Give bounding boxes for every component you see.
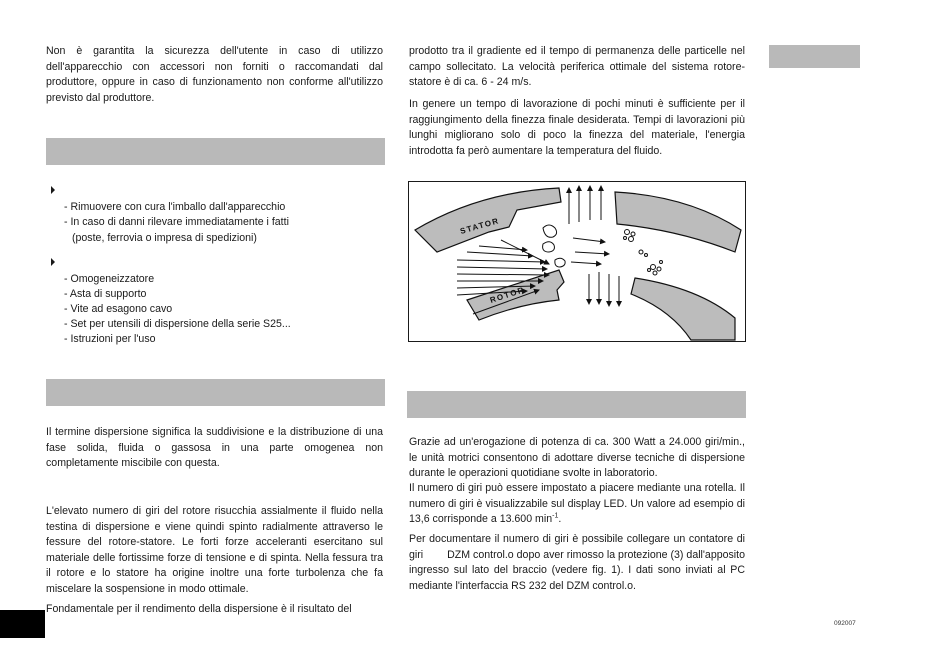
documentation-text-a: Per documentare il numero di giri è possibile collegare un contatore di giri	[409, 533, 745, 561]
margin-tab-bar	[769, 45, 860, 68]
list-item: (poste, ferrovia o impresa di spedizioni)	[72, 232, 257, 244]
section-heading-bar	[46, 138, 385, 165]
documentation-text-b: DZM control.o dopo aver rimosso la protezione (3) dall'apposito ingresso sul lato del braccio (vedere fig. 1). I dati sono inviati al PC mediante l'interfaccia RS 232 del DZM control.o.	[409, 548, 745, 592]
list-item: - Vite ad esagono cavo	[64, 303, 173, 315]
speed-paragraph	[409, 481, 745, 528]
rotor-stator-figure	[408, 181, 746, 342]
processing-time-paragraph: In genere un tempo di lavorazione di pochi minuti è sufficiente per il raggiungimento della finezza finale desiderata. Tempi di lavorazioni più lunghi migliorano solo di poco la finezza del materiale, l'energia introdotta fa però aumentare la temperatura del fluido.	[409, 98, 745, 157]
page-number-box	[0, 610, 45, 638]
list-item: - Set per utensili di dispersione della serie S25...	[64, 318, 291, 330]
stator-label: STATOR	[459, 216, 501, 236]
section-heading-bar	[407, 391, 746, 418]
bullet-triangle-icon	[51, 258, 55, 266]
section-heading-bar	[46, 379, 385, 406]
speed-unit-exponent: -1	[552, 512, 559, 520]
principle-paragraph: L'elevato numero di giri del rotore risucchia assialmente il fluido nella testina di dispersione e viene quindi spinto radialmente attraverso le fessure del rotore-statore. Le forti forze acceleranti esercitano sul materiale delle fortissime forze di tensione e di spinta. Nella fessura tra il rotore e lo statore ha origine inoltre una forte turbolenza che fa miscelare la sospensione in modo ottimale.	[46, 505, 383, 595]
definition-paragraph: Il termine dispersione significa la suddivisione e la distribuzione di una fase solida, fluida o gassosa in una parte omogenea non completamente miscibile con questa.	[46, 426, 383, 470]
list-item: - Omogeneizzatore	[64, 273, 155, 285]
rotor-label: ROTOR	[488, 285, 527, 305]
list-item: - In caso di danni rilevare immediatamente i fatti	[64, 216, 289, 228]
bullet-triangle-icon	[51, 186, 55, 194]
intro-paragraph: Non è garantita la sicurezza dell'utente in caso di utilizzo dell'apparecchio con accessori non forniti o raccomandati dal produttore, oppure in caso di funzionamento non conforme all'utilizzo previsto dal produttore.	[46, 45, 383, 104]
continuation-paragraph: prodotto tra il gradiente ed il tempo di permanenza delle particelle nel campo sollecitato. La velocità periferica ottimale del sistema rotore-statore è di ca. 6 - 24 m/s.	[409, 45, 745, 89]
list-item: - Asta di supporto	[64, 288, 147, 300]
list-item: - Istruzioni per l'uso	[64, 333, 156, 345]
documentation-paragraph	[409, 532, 745, 594]
stator-block	[615, 192, 741, 252]
fundamental-paragraph: Fondamentale per il rendimento della dispersione è il risultato del	[46, 603, 352, 615]
power-paragraph: Grazie ad un'erogazione di potenza di ca. 300 Watt a 24.000 giri/min., le unità motrici consentono di adottare diverse tecniche di dispersione durante le operazioni quotidiane svolte in laboratorio.	[409, 436, 745, 480]
speed-text-end: .	[558, 513, 562, 526]
document-code: 092007	[834, 620, 856, 627]
speed-text: Il numero di giri può essere impostato a piacere mediante una rotella. Il numero di giri è visualizzabile sul display LED. Un valore ad esempio di 13,6 corrisponde a 13.600 min	[409, 482, 745, 526]
rotor-block	[631, 278, 735, 340]
list-item: - Rimuovere con cura l'imballo dall'apparecchio	[64, 201, 286, 213]
